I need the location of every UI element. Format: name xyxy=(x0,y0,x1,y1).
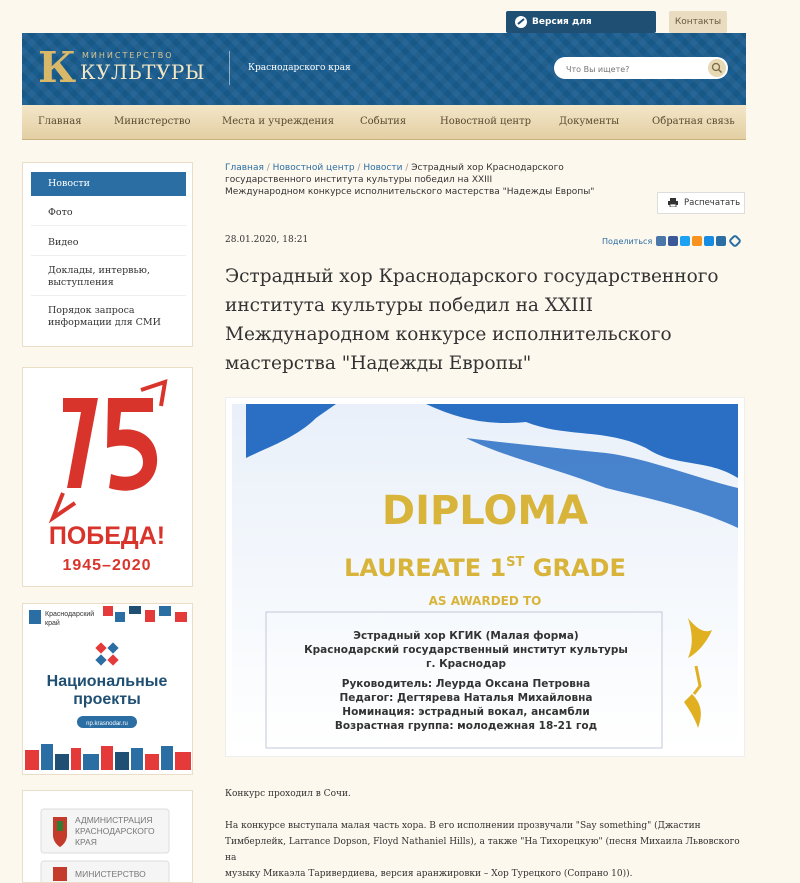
article-date: 28.01.2020, 18:21 xyxy=(225,235,309,245)
diploma-grade: GRADE xyxy=(524,554,626,582)
logo-letter[interactable]: К xyxy=(38,43,77,92)
article-paragraph: Конкурс проходил в Сочи. xyxy=(225,789,351,799)
nav-item-news-center[interactable]: Новостной центр xyxy=(440,116,532,127)
logo-divider xyxy=(229,51,230,85)
diploma-line: Эстрадный хор КГИК (Малая форма) xyxy=(353,630,579,642)
diploma-image xyxy=(226,398,744,756)
article-paragraph-line: Тимберлейк, Larrance Dopson, Floyd Nathaniel Hills), а также "На Тихорецкую" (песня Михаила Львовского на xyxy=(225,837,740,863)
nav-item-documents[interactable]: Документы xyxy=(559,116,620,127)
vk-icon[interactable] xyxy=(656,236,666,246)
contacts-button[interactable]: Контакты xyxy=(669,11,727,33)
diploma-awarded: AS AWARDED TO xyxy=(428,594,542,608)
top-links xyxy=(0,11,800,33)
diploma-line: Краснодарский государственный институт культуры xyxy=(304,644,628,656)
victory-word: ПОБЕДА! xyxy=(48,522,166,550)
nav-item-places[interactable]: Места и учреждения xyxy=(222,116,335,127)
sidebar-item-news[interactable]: Новости xyxy=(31,172,186,196)
print-label: Распечатать xyxy=(684,198,741,208)
article-title xyxy=(225,262,745,378)
article-paragraph-line: На конкурсе выступала малая часть хора. В его исполнении прозвучали "Say something" (Джастин xyxy=(225,821,701,831)
diploma-line: Номинация: эстрадный вокал, ансамбли xyxy=(342,706,590,718)
twitter-icon[interactable] xyxy=(680,236,690,246)
facebook-icon[interactable] xyxy=(668,236,678,246)
nav-item-feedback[interactable]: Обратная связь xyxy=(652,116,735,127)
sidebar-menu xyxy=(22,162,193,347)
site-header xyxy=(22,33,746,105)
mailru-icon[interactable] xyxy=(704,236,714,246)
victory-years: 1945–2020 xyxy=(62,557,152,574)
diploma-line: Возрастная группа: молодежная 18-21 год xyxy=(334,720,598,732)
national-projects-graphic xyxy=(23,604,192,774)
search-icon xyxy=(708,59,726,77)
breadcrumb-current-line: государственного института культуры победил на XXIII xyxy=(225,175,493,185)
glasses-icon xyxy=(514,15,528,29)
breadcrumb-news[interactable]: Новости xyxy=(363,163,403,173)
region-label: Краснодарского края xyxy=(248,63,351,73)
diploma-line: Педагог: Дегтярева Наталья Михайловна xyxy=(339,692,593,704)
low-vision-version-button[interactable] xyxy=(506,11,656,33)
article-paragraph xyxy=(225,818,750,882)
diploma-line: г. Краснодар xyxy=(425,658,507,670)
article-paragraph-line: музыку Микаэла Таривердиева, версия аранжировки – Хор Турецкого (Сопрано 10)). xyxy=(225,869,633,879)
sidebar-divider xyxy=(31,255,186,256)
np-title2: проекты xyxy=(73,691,141,708)
breadcrumb-home[interactable]: Главная xyxy=(225,163,264,173)
breadcrumb-current-line: исполнительского мастерства "Надежды Европы" xyxy=(354,187,595,197)
logo-ministry[interactable]: МИНИСТЕРСТВО xyxy=(82,51,174,60)
victory-75-banner[interactable] xyxy=(22,367,193,587)
article-photo[interactable] xyxy=(225,397,745,757)
nav-item-ministry[interactable]: Министерство xyxy=(114,116,191,127)
sidebar-item-reports[interactable] xyxy=(31,265,186,289)
diploma-laureate-text: LAUREATE 1 xyxy=(344,554,507,582)
victory-75-logo xyxy=(23,368,192,586)
diploma-laureate xyxy=(344,554,626,582)
adm-line3: КРАЯ xyxy=(75,837,97,847)
nav-item-events[interactable]: События xyxy=(360,116,407,127)
breadcrumb-current-line: Международном конкурсе xyxy=(225,187,352,197)
article-title-line: института культуры победил на XXIII xyxy=(225,295,594,316)
search-button[interactable] xyxy=(708,59,726,77)
print-button[interactable] xyxy=(657,192,745,214)
adm-line1: АДМИНИСТРАЦИЯ xyxy=(75,815,153,825)
breadcrumb-news-center[interactable]: Новостной центр xyxy=(272,163,355,173)
np-region: Краснодарский xyxy=(45,611,95,618)
livejournal-icon[interactable] xyxy=(716,236,726,246)
sidebar-item-photo[interactable]: Фото xyxy=(48,207,73,218)
np-region2: край xyxy=(45,620,60,627)
search-box xyxy=(554,57,728,79)
nav-item-home[interactable]: Главная xyxy=(38,116,82,127)
administration-graphic xyxy=(23,791,192,883)
breadcrumb: Главная / Новостной центр / Новости / Эстрадный хор Краснодарского государственного института культуры победил на XXIII Международном конкурсе исполнительского мастерства "Надежды Европы" xyxy=(225,162,605,198)
diploma-title: DIPLOMA xyxy=(381,488,589,534)
article-title-line: Эстрадный хор Краснодарского государственного xyxy=(225,266,719,287)
national-projects-banner[interactable] xyxy=(22,603,193,775)
diploma-line: Руководитель: Леурда Оксана Петровна xyxy=(341,678,591,690)
sidebar-item-video[interactable]: Видео xyxy=(48,237,79,248)
logo-culture[interactable]: КУЛЬТУРЫ xyxy=(80,60,206,84)
low-vision-label: Версия для xyxy=(532,17,592,27)
article-title-line: мастерства "Надежды Европы" xyxy=(225,353,532,374)
sidebar-item-label: информации для СМИ xyxy=(48,317,161,328)
diploma-st: ST xyxy=(506,555,525,570)
sidebar-item-label: выступления xyxy=(48,277,114,288)
link-icon[interactable] xyxy=(728,234,742,248)
np-title1: Национальные xyxy=(46,673,168,690)
np-url: np.krasnodar.ru xyxy=(86,721,128,727)
printer-icon xyxy=(668,198,678,207)
adm-line2: КРАСНОДАРСКОГО xyxy=(75,826,155,836)
sidebar-item-media-requests[interactable] xyxy=(31,305,186,329)
share-label: Поделиться xyxy=(602,237,653,246)
administration-banner[interactable] xyxy=(22,790,193,883)
odnoklassniki-icon[interactable] xyxy=(692,236,702,246)
sidebar-item-label: Доклады, интервью, xyxy=(48,265,150,276)
sidebar-divider xyxy=(31,225,186,226)
breadcrumb-current: Эстрадный хор Краснодарского xyxy=(411,163,564,173)
sidebar-divider xyxy=(31,295,186,296)
sidebar-item-label: Порядок запроса xyxy=(48,305,135,316)
adm-line4: МИНИСТЕРСТВО xyxy=(75,869,146,879)
search-input[interactable] xyxy=(564,60,708,78)
main-nav xyxy=(22,105,746,140)
article-title-line: Международном конкурсе исполнительского xyxy=(225,324,672,345)
